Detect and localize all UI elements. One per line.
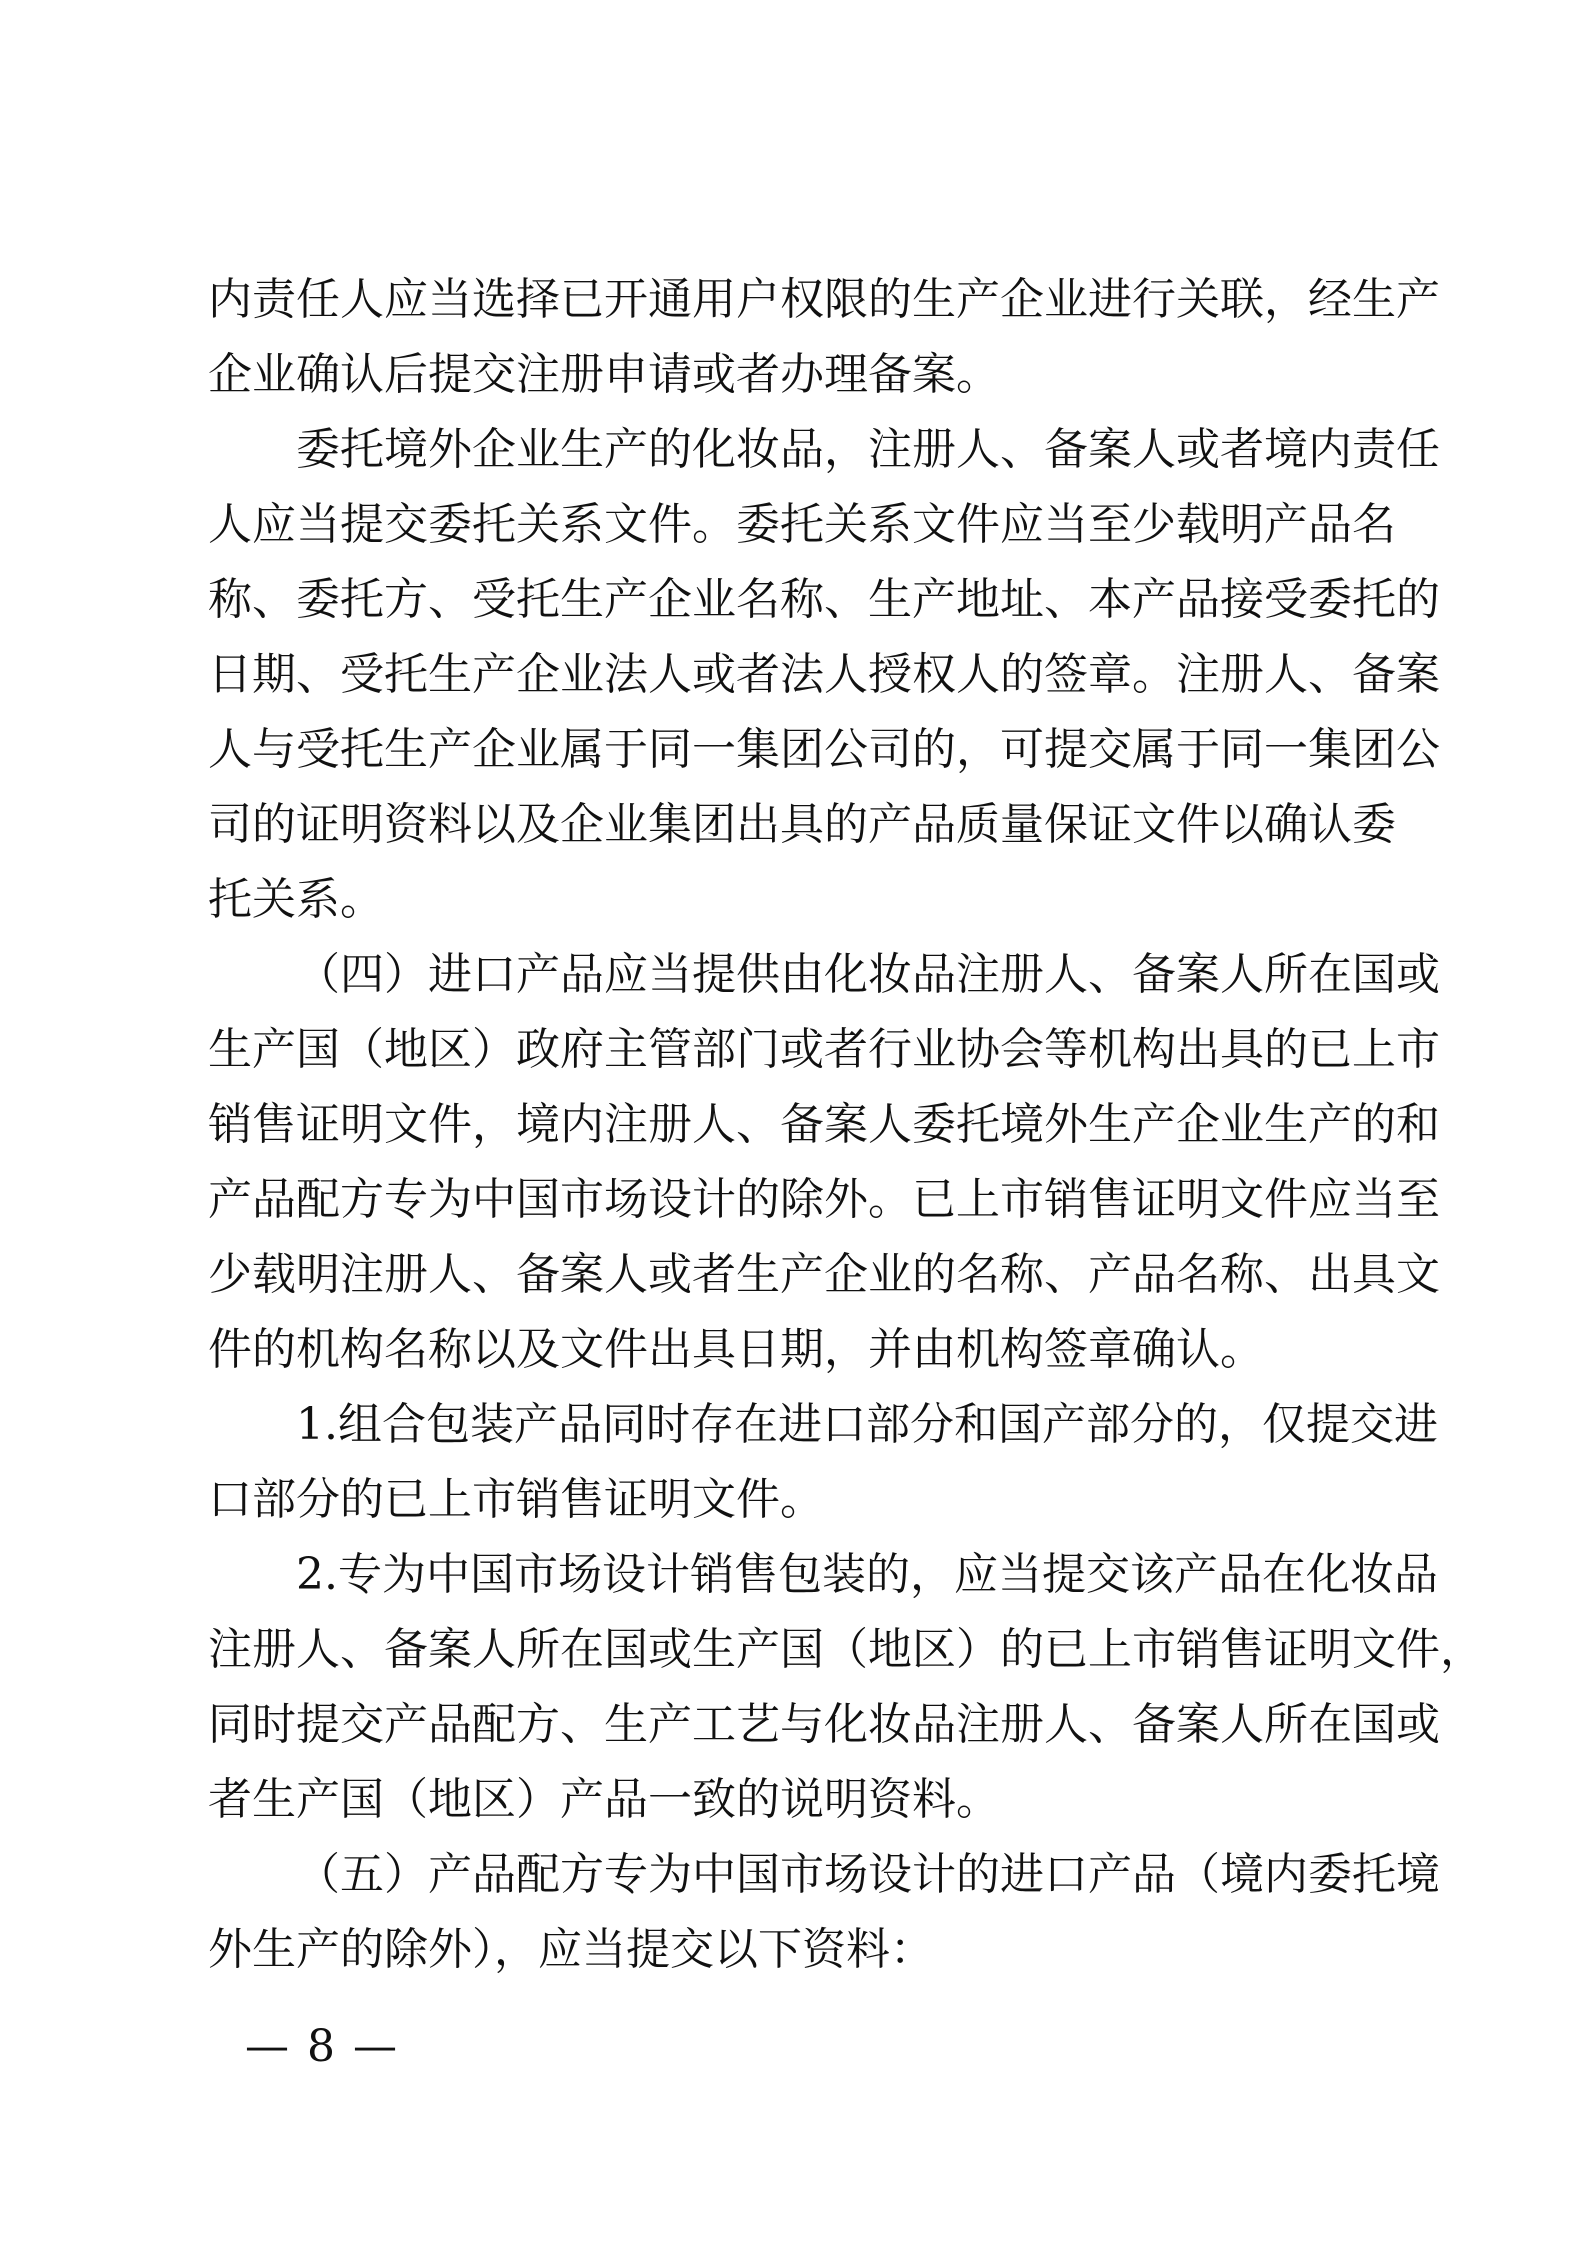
body-text bbox=[208, 262, 1484, 1987]
text-line-3: 委托境外企业生产的化妆品，注册人、备案人或者境内责任 bbox=[296, 424, 1440, 475]
text-line-19: 注册人、备案人所在国或生产国（地区）的已上市销售证明文件， bbox=[208, 1624, 1484, 1675]
text-line-9: 托关系。 bbox=[208, 874, 384, 925]
text-line-8: 司的证明资料以及企业集团出具的产品质量保证文件以确认委 bbox=[208, 799, 1396, 850]
text-line-23: 外生产的除外），应当提交以下资料： bbox=[208, 1924, 934, 1975]
text-line-21: 者生产国（地区）产品一致的说明资料。 bbox=[208, 1774, 1000, 1825]
text-line-13: 产品配方专为中国市场设计的除外。已上市销售证明文件应当至 bbox=[208, 1174, 1440, 1225]
text-line-20: 同时提交产品配方、生产工艺与化妆品注册人、备案人所在国或 bbox=[208, 1699, 1440, 1750]
page-number: — 8 — bbox=[245, 2021, 399, 2072]
text-line-14: 少载明注册人、备案人或者生产企业的名称、产品名称、出具文 bbox=[208, 1249, 1440, 1300]
text-line-5: 称、委托方、受托生产企业名称、生产地址、本产品接受委托的 bbox=[208, 574, 1440, 625]
text-line-12: 销售证明文件，境内注册人、备案人委托境外生产企业生产的和 bbox=[208, 1099, 1440, 1150]
text-line-4: 人应当提交委托关系文件。委托关系文件应当至少载明产品名 bbox=[208, 499, 1396, 550]
text-line-17: 口部分的已上市销售证明文件。 bbox=[208, 1474, 824, 1525]
text-line-16: 1.组合包装产品同时存在进口部分和国产部分的，仅提交进 bbox=[296, 1399, 1438, 1450]
text-line-10: （四）进口产品应当提供由化妆品注册人、备案人所在国或 bbox=[296, 949, 1440, 1000]
text-line-6: 日期、受托生产企业法人或者法人授权人的签章。注册人、备案 bbox=[208, 649, 1440, 700]
text-line-11: 生产国（地区）政府主管部门或者行业协会等机构出具的已上市 bbox=[208, 1024, 1440, 1075]
text-line-18: 2.专为中国市场设计销售包装的，应当提交该产品在化妆品 bbox=[296, 1549, 1438, 1600]
text-line-22: （五）产品配方专为中国市场设计的进口产品（境内委托境 bbox=[296, 1849, 1440, 1900]
text-line-15: 件的机构名称以及文件出具日期，并由机构签章确认。 bbox=[208, 1324, 1264, 1375]
text-line-1: 内责任人应当选择已开通用户权限的生产企业进行关联，经生产 bbox=[208, 274, 1440, 325]
text-line-7: 人与受托生产企业属于同一集团公司的，可提交属于同一集团公 bbox=[208, 724, 1440, 775]
text-line-2: 企业确认后提交注册申请或者办理备案。 bbox=[208, 349, 1000, 400]
